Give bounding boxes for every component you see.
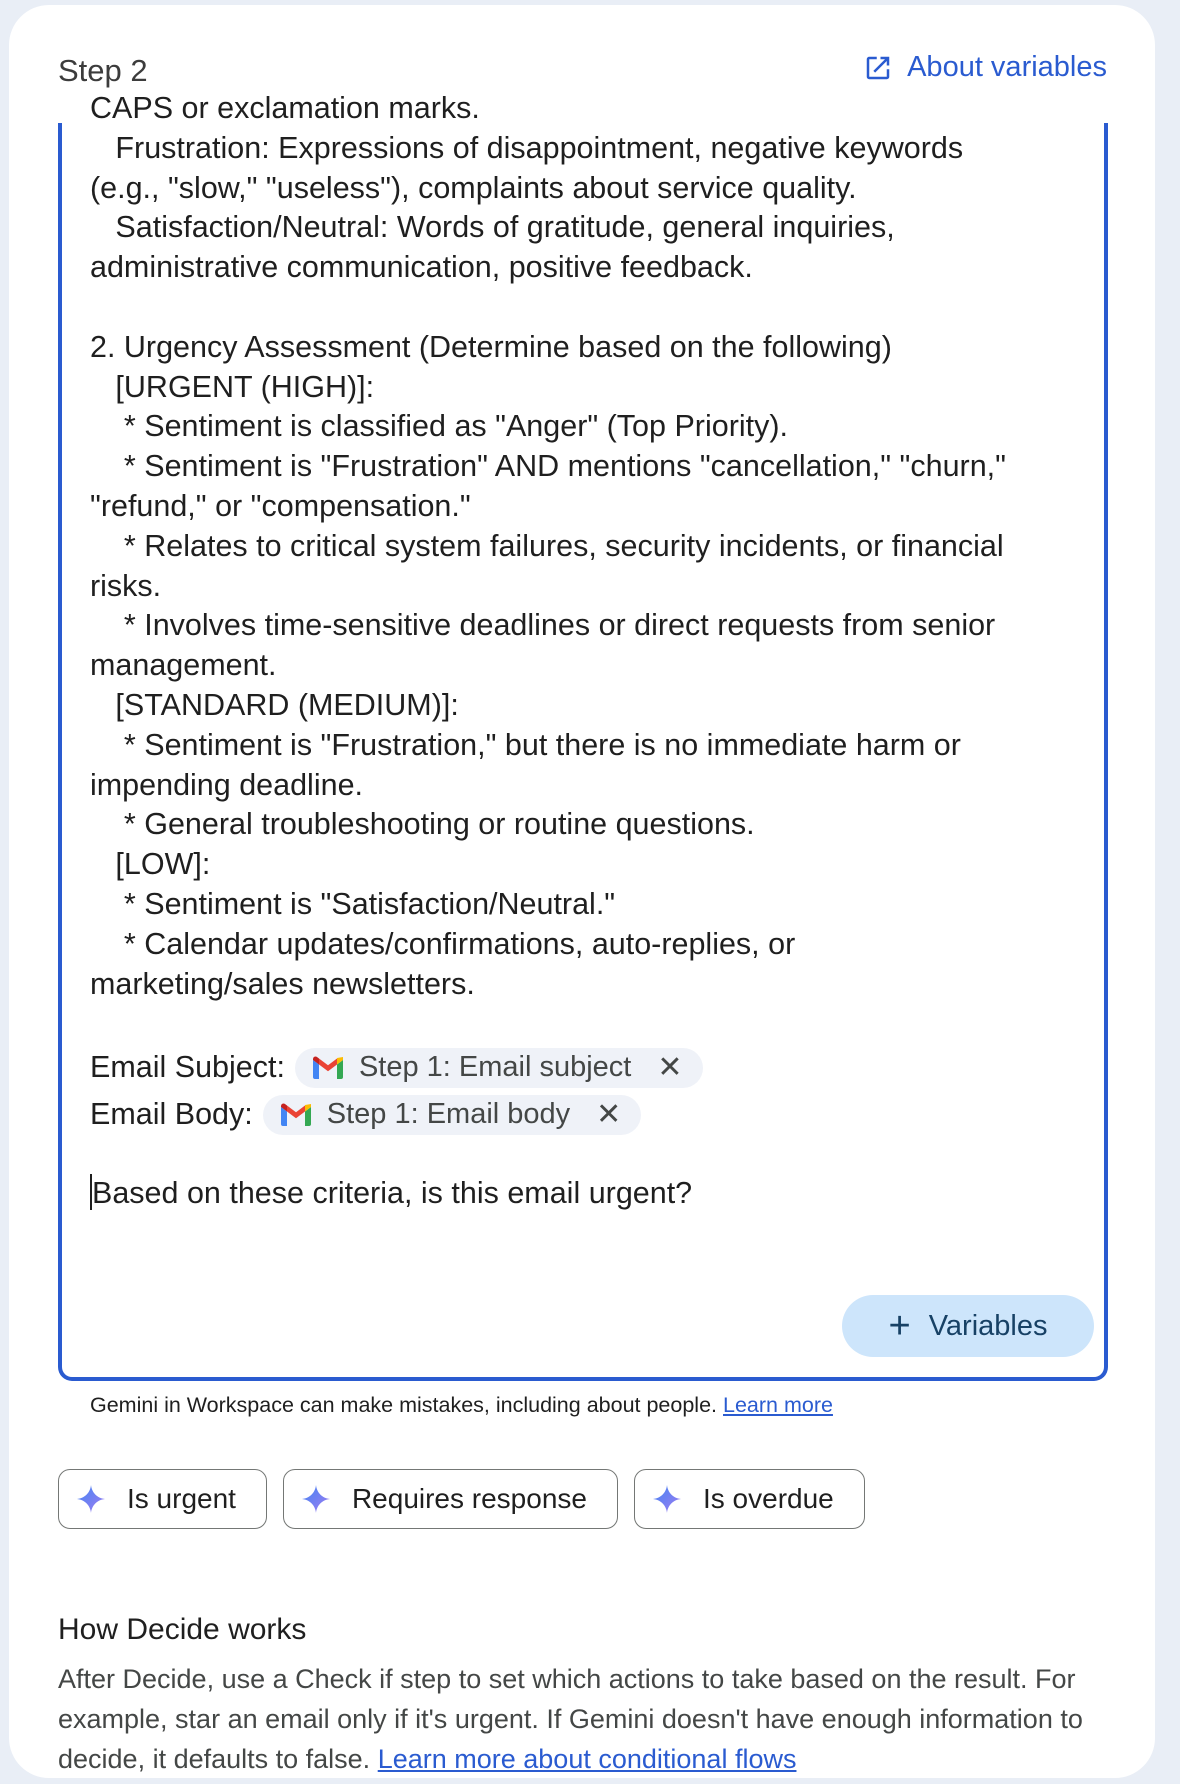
variable-chip-label: Step 1: Email subject	[358, 1050, 632, 1083]
gmail-icon	[311, 1055, 345, 1081]
prompt-line: 2. Urgency Assessment (Determine based on the following)	[90, 329, 892, 364]
prompt-line: management.	[90, 648, 277, 683]
remove-chip-icon[interactable]: ✕	[596, 1097, 622, 1131]
how-decide-works	[58, 1605, 1118, 1779]
suggestion-label: Is urgent	[127, 1483, 236, 1514]
prompt-line: Frustration: Expressions of disappointment, negative keywords	[90, 130, 964, 165]
prompt-line: * Sentiment is "Satisfaction/Neutral."	[90, 886, 616, 921]
prompt-line: "refund," or "compensation."	[90, 488, 471, 523]
step-card	[9, 5, 1155, 1778]
gemini-sparkle-icon	[77, 1485, 105, 1513]
prompt-line: [LOW]:	[90, 847, 211, 882]
prompt-line: * Relates to critical system failures, security incidents, or financial	[90, 528, 1004, 563]
variable-chip-email-body[interactable]	[263, 1095, 642, 1135]
prompt-line: Satisfaction/Neutral: Words of gratitude, general inquiries,	[90, 210, 895, 245]
variable-label: Email Body:	[90, 1096, 253, 1131]
open-in-new-icon	[863, 53, 893, 83]
prompt-line: marketing/sales newsletters.	[90, 966, 475, 1001]
prompt-line: * Sentiment is "Frustration," but there is no immediate harm or	[90, 727, 961, 762]
learn-more-link[interactable]: Learn more	[723, 1393, 833, 1417]
step-title: Step 2	[58, 53, 148, 88]
prompt-line: * Sentiment is classified as "Anger" (Top Priority).	[90, 409, 788, 444]
gmail-icon	[279, 1102, 313, 1128]
prompt-line: administrative communication, positive feedback.	[90, 250, 753, 285]
variable-line-body	[90, 1091, 1080, 1138]
how-title: How Decide works	[58, 1613, 307, 1646]
prompt-line: * Sentiment is "Frustration" AND mentions "cancellation," "churn,"	[90, 449, 1006, 484]
conditional-flows-link[interactable]: Learn more about conditional flows	[377, 1744, 797, 1774]
prompt-line: * Involves time-sensitive deadlines or direct requests from senior	[90, 608, 996, 643]
prompt-editor[interactable]	[58, 91, 1108, 1381]
prompt-line	[90, 288, 1080, 328]
prompt-line: * General troubleshooting or routine questions.	[90, 807, 755, 842]
remove-chip-icon[interactable]: ✕	[657, 1050, 683, 1084]
add-variables-button[interactable]	[842, 1295, 1094, 1357]
prompt-line: CAPS or exclamation marks.	[90, 91, 480, 125]
how-body-text: After Decide, use a Check if step to set which actions to take based on the result. For example, star an email only if it's urgent. If Gemini doesn't have enough information to decide, it defaults to false.	[58, 1664, 1083, 1774]
prompt-line: [STANDARD (MEDIUM)]:	[90, 687, 459, 722]
prompt-text[interactable]	[90, 89, 1080, 1214]
prompt-line	[90, 1004, 1080, 1044]
variable-chip-label: Step 1: Email body	[326, 1097, 571, 1130]
variable-line-subject	[90, 1044, 1080, 1091]
suggestion-requires-response[interactable]	[283, 1469, 618, 1529]
prompt-line: impending deadline.	[90, 767, 364, 802]
prompt-line: * Calendar updates/confirmations, auto-replies, or	[90, 926, 796, 961]
question-text: Based on these criteria, is this email urgent?	[92, 1176, 693, 1211]
suggestion-label: Requires response	[351, 1483, 587, 1514]
gemini-disclaimer	[90, 1393, 833, 1418]
suggestion-label: Is overdue	[702, 1483, 834, 1514]
suggestion-is-urgent[interactable]	[58, 1469, 267, 1529]
plus-icon: +	[888, 1305, 911, 1347]
prompt-line: (e.g., "slow," "useless"), complaints about service quality.	[90, 170, 857, 205]
about-variables-link[interactable]	[863, 51, 1107, 84]
suggestion-is-overdue[interactable]	[634, 1469, 865, 1529]
question-line	[90, 1174, 1080, 1214]
variable-label: Email Subject:	[90, 1049, 285, 1084]
suggestion-chips	[58, 1469, 865, 1529]
prompt-line: [URGENT (HIGH)]:	[90, 369, 375, 404]
disclaimer-text: Gemini in Workspace can make mistakes, including about people.	[90, 1393, 718, 1417]
about-variables-label: About variables	[907, 51, 1107, 83]
gemini-sparkle-icon	[302, 1485, 330, 1513]
add-variables-label: Variables	[928, 1309, 1048, 1342]
variable-chip-email-subject[interactable]	[295, 1048, 703, 1088]
gemini-sparkle-icon	[653, 1485, 681, 1513]
how-body	[58, 1659, 1118, 1779]
prompt-line: risks.	[90, 568, 162, 603]
